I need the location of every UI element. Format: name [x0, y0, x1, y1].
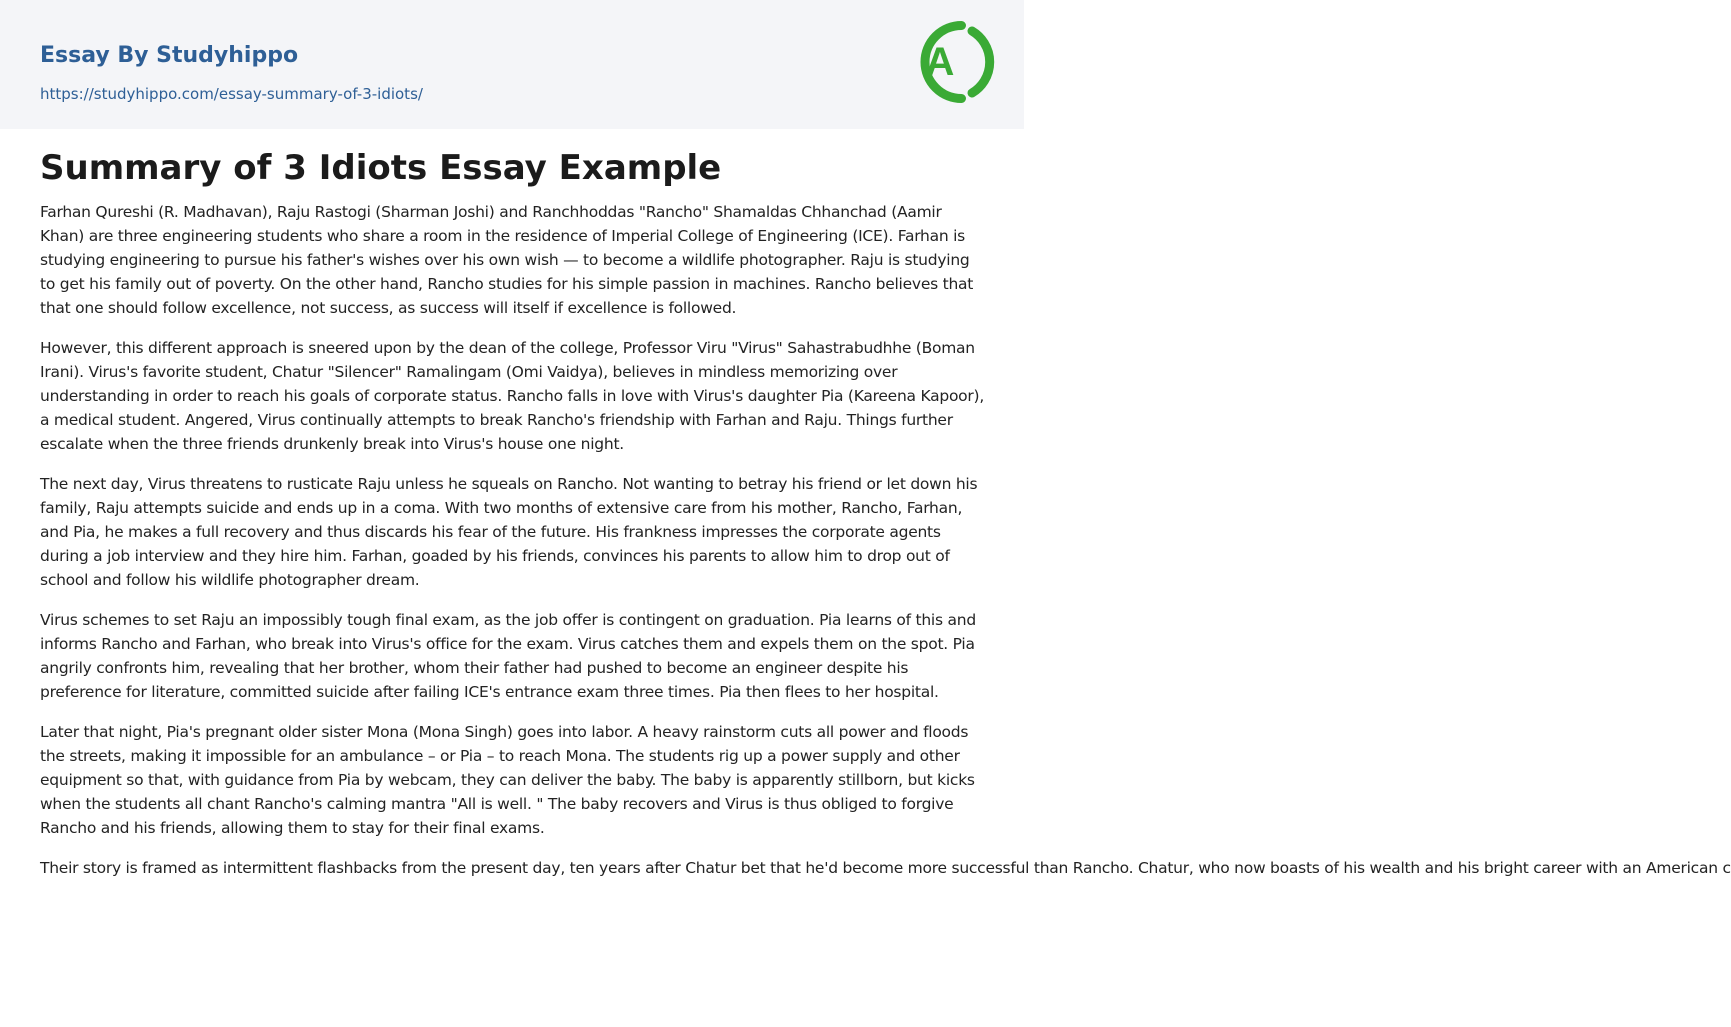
studyhippo-logo-icon[interactable]: [905, 17, 989, 107]
essay-url-link[interactable]: https://studyhippo.com/essay-summary-of-3-idiots/: [40, 85, 423, 103]
essay-paragraph: The next day, Virus threatens to rusticate Raju unless he squeals on Rancho. Not wanting to betray his friend or let down his family, Raju attempts suicide and ends up in a coma. With two months of extensive care from his mother, Rancho, Farhan, and Pia, he makes a full recovery and thus discards his fear of the future. His frankness impresses the corporate agents during a job interview and they hire him. Farhan, goaded by his friends, convinces his parents to allow him to drop out of school and follow his wildlife photographer dream.: [40, 475, 978, 589]
site-title[interactable]: Essay By Studyhippo: [40, 43, 299, 68]
essay-paragraph: However, this different approach is sneered upon by the dean of the college, Professor Viru "Virus" Sahastrabudhhe (Boman Irani). Virus's favorite student, Chatur "Silencer" Ramalingam (Omi Vaidya), believes in mindless memorizing over understanding in order to reach his goals of corporate status. Rancho falls in love with Virus's daughter Pia (Kareena Kapoor), a medical student. Angered, Virus continually attempts to break Rancho's friendship with Farhan and Raju. Things further escalate when the three friends drunkenly break into Virus's house one night.: [40, 339, 985, 453]
page-title: Summary of 3 Idiots Essay Example: [40, 148, 722, 188]
essay-paragraph: Virus schemes to set Raju an impossibly tough final exam, as the job offer is contingent on graduation. Pia learns of this and informs Rancho and Farhan, who break into Virus's office for the exam. Virus catches them and expels them on the spot. Pia angrily confronts him, revealing that her brother, whom their father had pushed to become an engineer despite his preference for literature, committed suicide after failing ICE's entrance exam three times. Pia then flees to her hospital.: [40, 611, 976, 701]
essay-paragraph: Later that night, Pia's pregnant older sister Mona (Mona Singh) goes into labor. A heavy rainstorm cuts all power and floods the streets, making it impossible for an ambulance – or Pia – to reach Mona. The students rig up a power supply and other equipment so that, with guidance from Pia by webcam, they can deliver the baby. The baby is apparently stillborn, but kicks when the students all chant Rancho's calming mantra "All is well. " The baby recovers and Virus is thus obliged to forgive Rancho and his friends, allowing them to stay for their final exams.: [40, 723, 975, 837]
essay-paragraph: Their story is framed as intermittent flashbacks from the present day, ten years after Chatur bet that he'd become more successful than Rancho. Chatur, who now boasts of his wealth and his bright career with an American c: [40, 859, 1731, 877]
essay-paragraph: Farhan Qureshi (R. Madhavan), Raju Rastogi (Sharman Joshi) and Ranchhoddas "Rancho" Shamaldas Chhanchad (Aamir Khan) are three engineering students who share a room in the residence of Imperial College of Engineering (ICE). Farhan is studying engineering to pursue his father's wishes over his own wish — to become a wildlife photographer. Raju is studying to get his family out of poverty. On the other hand, Rancho studies for his simple passion in machines. Rancho believes that that one should follow excellence, not success, as success will itself if excellence is followed.: [40, 203, 974, 317]
logo-letter: A: [925, 40, 955, 84]
site-header: [0, 0, 1024, 129]
essay-content: [40, 140, 1731, 896]
